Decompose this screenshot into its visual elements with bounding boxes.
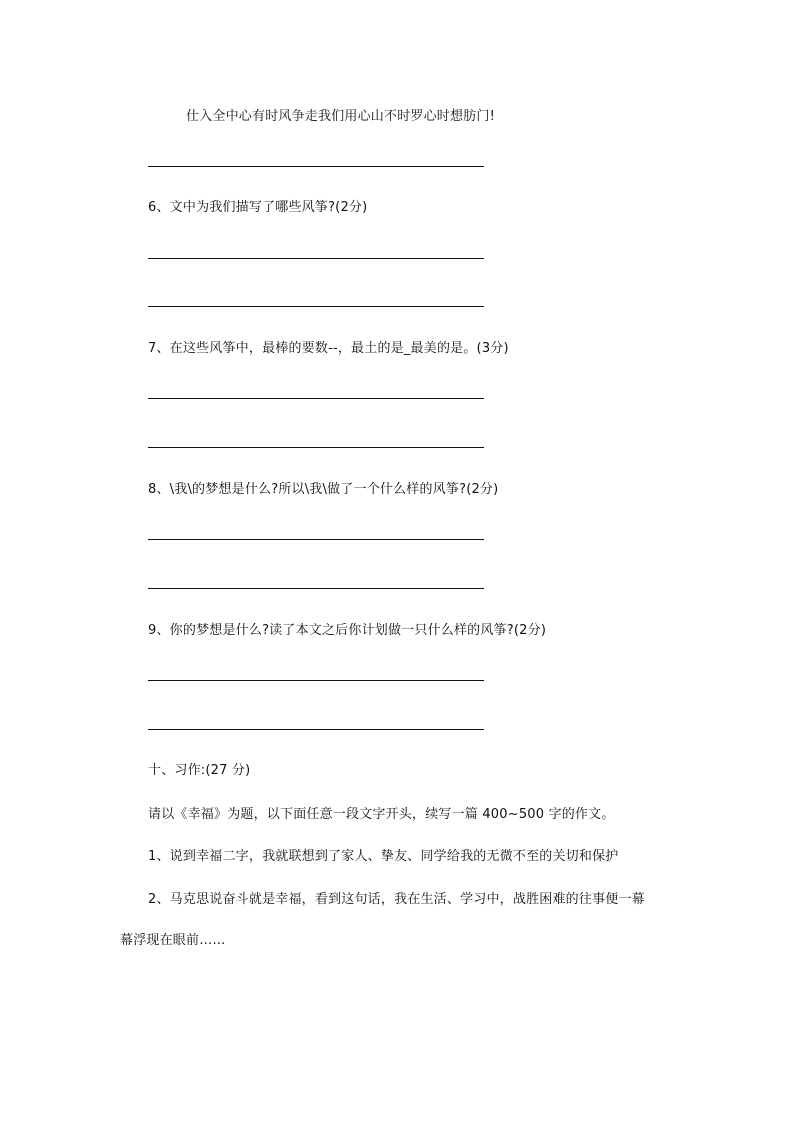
answer-line[interactable] <box>148 447 484 448</box>
question-6: 6、文中为我们描写了哪些风筝?(2分) <box>148 200 368 215</box>
question-7: 7、在这些风筝中，最棒的要数--，最土的是_最美的是。(3分) <box>148 341 509 356</box>
answer-line[interactable] <box>148 398 484 399</box>
composition-option-1: 1、说到幸福二字，我就联想到了家人、挚友、同学给我的无微不至的关切和保护 <box>148 849 619 864</box>
composition-option-2-line-1: 2、马克思说奋斗就是幸福，看到这句话，我在生活、学习中，战胜困难的往事便一幕 <box>148 892 645 907</box>
answer-line[interactable] <box>148 166 484 167</box>
answer-line[interactable] <box>148 729 484 730</box>
composition-option-2-line-2: 幕浮现在眼前…… <box>120 933 226 948</box>
intro-text: 仕入全中心有时风争走我们用心山不时罗心时想肪门! <box>186 109 496 124</box>
composition-heading: 十、习作:(27 分) <box>148 763 251 778</box>
question-9: 9、你的梦想是什么?读了本文之后你计划做一只什么样的风筝?(2分) <box>148 623 547 638</box>
composition-instruction: 请以《幸福》为题，以下面任意一段文字开头，续写一篇 400~500 字的作文。 <box>148 807 615 822</box>
answer-line[interactable] <box>148 588 484 589</box>
answer-line[interactable] <box>148 258 484 259</box>
question-8: 8、\我\的梦想是什么?所以\我\做了一个什么样的风筝?(2分) <box>148 482 499 497</box>
answer-line[interactable] <box>148 539 484 540</box>
answer-line[interactable] <box>148 306 484 307</box>
answer-line[interactable] <box>148 680 484 681</box>
